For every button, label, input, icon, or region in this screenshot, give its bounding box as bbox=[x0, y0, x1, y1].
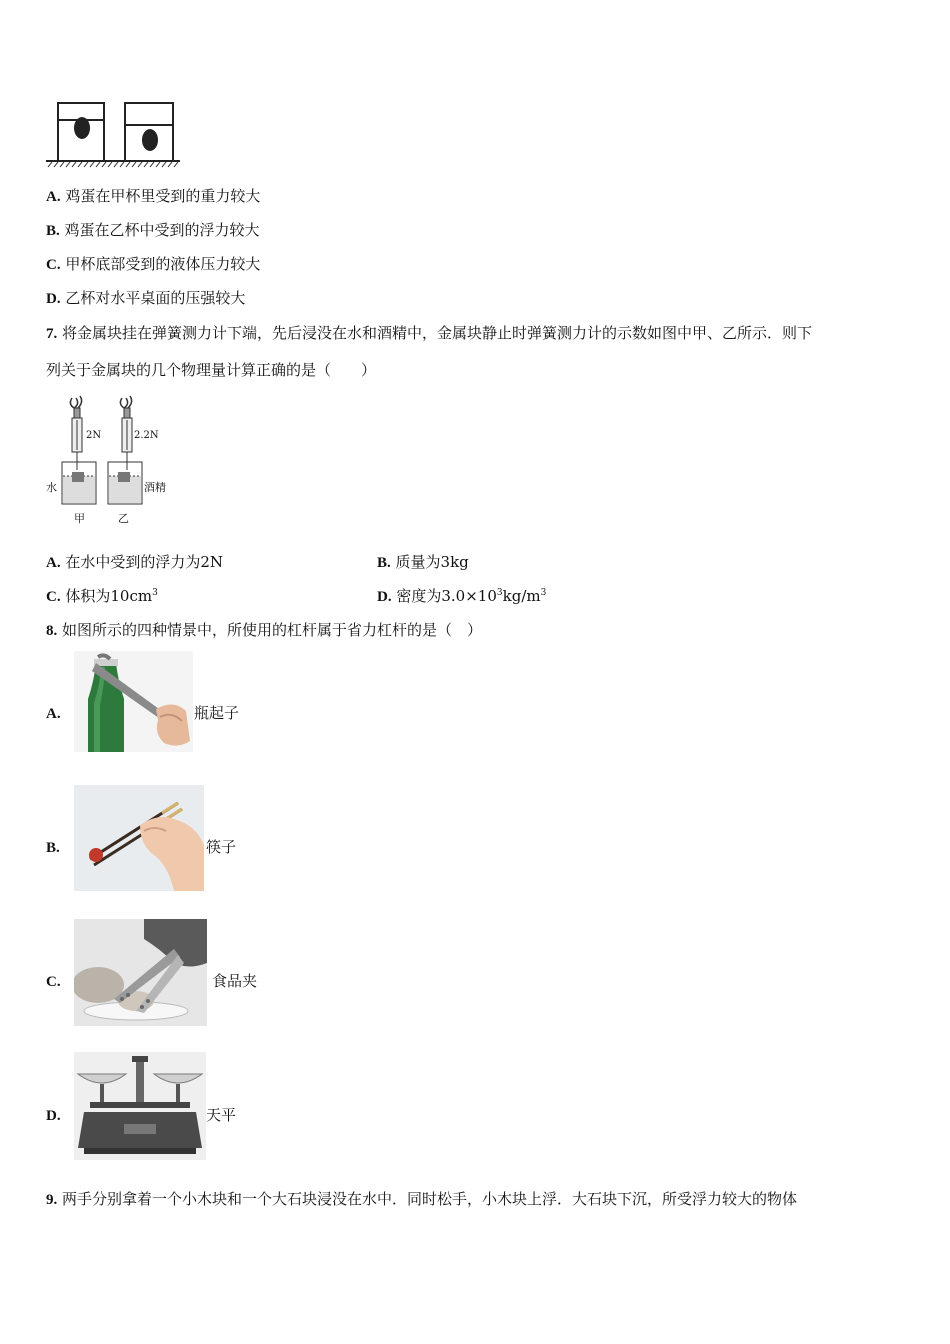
option-label: A. bbox=[46, 189, 61, 205]
q6-option-d bbox=[46, 288, 245, 309]
option-label: B. bbox=[46, 223, 60, 239]
q8-option-d-label bbox=[46, 1105, 61, 1126]
q8-option-b-label bbox=[46, 837, 60, 858]
q6-option-c bbox=[46, 254, 260, 275]
q6-option-a bbox=[46, 186, 260, 207]
chopsticks-image bbox=[74, 785, 204, 891]
option-caption: 天平 bbox=[206, 1106, 237, 1124]
q7-option-d bbox=[377, 586, 546, 607]
option-label: C. bbox=[46, 974, 61, 990]
superscript: 3 bbox=[496, 588, 503, 598]
balance-scale-image bbox=[74, 1052, 206, 1160]
q8-option-c-caption bbox=[212, 971, 257, 991]
option-text-unit: kg/m bbox=[502, 587, 541, 605]
option-label: D. bbox=[46, 291, 61, 307]
q8-option-c-label bbox=[46, 971, 61, 992]
option-text: 甲杯底部受到的液体压力较大 bbox=[65, 255, 261, 273]
option-text: 鸡蛋在甲杯里受到的重力较大 bbox=[65, 187, 261, 205]
q7-stem-line-1 bbox=[46, 323, 812, 344]
q7-option-a bbox=[46, 552, 223, 573]
option-label: B. bbox=[46, 840, 60, 856]
liquid-left: 水 bbox=[46, 481, 57, 494]
question-number: 8. bbox=[46, 623, 58, 639]
option-label: C. bbox=[46, 257, 61, 273]
reading-right: 2.2N bbox=[134, 430, 159, 441]
question-text: 将金属块挂在弹簧测力计下端，先后浸没在水和酒精中，金属块静止时弹簧测力计的示数如图中甲、乙所示．则下 bbox=[62, 324, 813, 342]
question-text: 列关于金属块的几个物理量计算正确的是（ ） bbox=[46, 361, 377, 379]
option-caption: 筷子 bbox=[206, 838, 237, 856]
q8-option-a-caption bbox=[194, 703, 239, 723]
liquid-right: 酒精 bbox=[144, 481, 166, 494]
q8-option-a-label bbox=[46, 703, 61, 724]
q7-option-c bbox=[46, 586, 158, 607]
q8-option-b-caption bbox=[206, 837, 236, 857]
q8-option-d-caption bbox=[206, 1105, 236, 1125]
option-label: D. bbox=[377, 589, 392, 605]
option-label: B. bbox=[377, 555, 391, 571]
question-text: 两手分别拿着一个小木块和一个大石块浸没在水中．同时松手，小木块上浮．大石块下沉，所受浮力较大的物体 bbox=[62, 1190, 798, 1208]
q7-stem-line-2 bbox=[46, 360, 376, 380]
option-text: 在水中受到的浮力为2N bbox=[65, 553, 224, 571]
option-caption: 瓶起子 bbox=[194, 704, 240, 722]
caption-right: 乙 bbox=[118, 512, 129, 525]
q8-stem bbox=[46, 620, 482, 641]
q6-cups-figure bbox=[44, 100, 184, 170]
option-text: 密度为3.0×10 bbox=[396, 587, 497, 605]
question-number: 7. bbox=[46, 326, 58, 342]
option-label: A. bbox=[46, 706, 61, 722]
q6-option-b bbox=[46, 220, 260, 241]
option-caption: 食品夹 bbox=[212, 972, 258, 990]
superscript: 3 bbox=[152, 588, 158, 598]
option-label: C. bbox=[46, 589, 61, 605]
reading-left: 2N bbox=[86, 430, 102, 441]
option-label: D. bbox=[46, 1108, 61, 1124]
caption-left: 甲 bbox=[74, 512, 85, 525]
q7-option-b bbox=[377, 552, 469, 573]
superscript: 3 bbox=[540, 588, 547, 598]
option-label: A. bbox=[46, 555, 61, 571]
q9-stem bbox=[46, 1189, 797, 1210]
option-text: 体积为10cm bbox=[65, 587, 153, 605]
option-text: 乙杯对水平桌面的压强较大 bbox=[65, 289, 246, 307]
bottle-opener-image bbox=[74, 651, 193, 752]
question-number: 9. bbox=[46, 1192, 58, 1208]
option-text: 鸡蛋在乙杯中受到的浮力较大 bbox=[64, 221, 260, 239]
q7-spring-scale-figure bbox=[44, 392, 174, 527]
food-tongs-image bbox=[74, 919, 207, 1026]
question-text: 如图所示的四种情景中，所使用的杠杆属于省力杠杆的是（ ） bbox=[62, 621, 483, 639]
option-text: 质量为3kg bbox=[395, 553, 469, 571]
